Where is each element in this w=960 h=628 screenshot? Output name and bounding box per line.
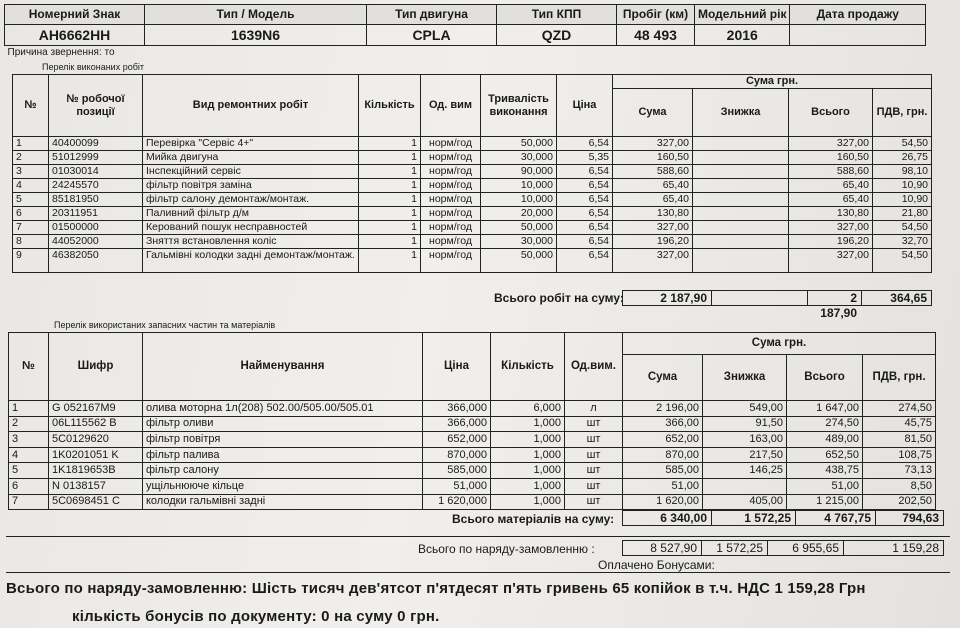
parts-cell: 1,000 — [491, 463, 565, 479]
works-cell: 160,50 — [613, 151, 693, 165]
works-cell: норм/год — [421, 193, 481, 207]
parts-total-all: 4 767,75 — [796, 510, 876, 526]
parts-cell: шт — [565, 432, 623, 448]
works-cell: 30,000 — [481, 151, 557, 165]
parts-cell: шт — [565, 494, 623, 510]
works-cell: норм/год — [421, 207, 481, 221]
works-col-qty: Кількість — [359, 75, 421, 137]
parts-caption: Перелік використаних запасних частин та матеріалів — [54, 320, 276, 330]
parts-cell: 1 — [9, 401, 49, 417]
parts-cell: фільтр повітря — [143, 432, 423, 448]
mileage-value: 48 493 — [617, 25, 695, 46]
parts-total-sum: 6 340,00 — [622, 510, 712, 526]
parts-cell: 8,50 — [863, 478, 936, 494]
works-cell: 50,000 — [481, 249, 557, 273]
works-col-no: № — [13, 75, 49, 137]
parts-cell: 51,00 — [623, 478, 703, 494]
works-cell: 160,50 — [789, 151, 873, 165]
parts-cell: 652,50 — [787, 447, 863, 463]
works-cell: 130,80 — [613, 207, 693, 221]
parts-col-unit: Од.вим. — [565, 333, 623, 401]
works-caption: Перелік виконаних робіт — [42, 62, 144, 72]
parts-cell: 366,000 — [423, 416, 491, 432]
works-cell: 65,40 — [613, 193, 693, 207]
parts-cell: 81,50 — [863, 432, 936, 448]
parts-cell: 1 620,00 — [623, 494, 703, 510]
works-cell: 26,75 — [873, 151, 932, 165]
works-col-sum-group: Сума грн. — [613, 75, 932, 89]
parts-col-sum-group: Сума грн. — [623, 333, 936, 355]
works-cell: 10,90 — [873, 179, 932, 193]
parts-cell: 585,000 — [423, 463, 491, 479]
works-cell: 50,000 — [481, 221, 557, 235]
works-cell: 90,000 — [481, 165, 557, 179]
works-cell: 588,60 — [613, 165, 693, 179]
works-cell: 196,20 — [613, 235, 693, 249]
works-row — [13, 179, 932, 193]
works-total-vat: 364,65 — [862, 290, 932, 306]
parts-cell: 5C0698451 C — [49, 494, 143, 510]
works-cell: 2 — [13, 151, 49, 165]
works-col-vat: ПДВ, грн. — [873, 89, 932, 137]
works-cell — [693, 249, 789, 273]
works-col-price: Ціна — [557, 75, 613, 137]
works-cell: 1 — [359, 207, 421, 221]
parts-cell: 1,000 — [491, 478, 565, 494]
works-cell: Керований пошук несправностей — [143, 221, 359, 235]
parts-cell: шт — [565, 478, 623, 494]
header-gearbox: Тип КПП — [497, 5, 617, 25]
plate-value: AH6662HH — [5, 25, 145, 46]
parts-cell: 163,00 — [703, 432, 787, 448]
works-cell: 46382050 — [49, 249, 143, 273]
parts-cell: 217,50 — [703, 447, 787, 463]
works-row — [13, 207, 932, 221]
parts-row — [9, 401, 936, 417]
works-cell: 6,54 — [557, 165, 613, 179]
parts-cell: 51,00 — [787, 478, 863, 494]
parts-cell: 1,000 — [491, 494, 565, 510]
works-col-sum: Сума — [613, 89, 693, 137]
parts-total-vat: 794,63 — [876, 510, 944, 526]
works-cell: 1 — [13, 137, 49, 151]
header-model-year: Модельний рік — [695, 5, 790, 25]
works-cell: Гальмівні колодки задні демонтаж/монтаж. — [143, 249, 359, 273]
works-table — [12, 74, 932, 273]
parts-row — [9, 416, 936, 432]
parts-cell: 2 196,00 — [623, 401, 703, 417]
works-cell: 32,70 — [873, 235, 932, 249]
header-mileage: Пробіг (км) — [617, 5, 695, 25]
parts-col-qty: Кількість — [491, 333, 565, 401]
parts-col-price: Ціна — [423, 333, 491, 401]
works-cell: 44052000 — [49, 235, 143, 249]
model-value: 1639N6 — [145, 25, 367, 46]
works-cell: 50,000 — [481, 137, 557, 151]
parts-total-label: Всього матеріалів на суму: — [452, 512, 615, 526]
works-cell: Інспекційний сервіс — [143, 165, 359, 179]
works-cell — [693, 151, 789, 165]
works-cell: 1 — [359, 221, 421, 235]
total-in-words: Всього по наряду-замовленню: Шість тисяч дев'ятсот п'ятдесят п'ять гривень 65 копійок в т.ч. НДС 1 159,28 Грн — [6, 580, 866, 597]
parts-cell: G 052167M9 — [49, 401, 143, 417]
parts-cell: 73,13 — [863, 463, 936, 479]
works-cell: 8 — [13, 235, 49, 249]
parts-cell: 6,000 — [491, 401, 565, 417]
works-total-sum: 2 187,90 — [622, 290, 712, 306]
works-cell: норм/год — [421, 221, 481, 235]
works-cell: 5,35 — [557, 151, 613, 165]
works-cell: 65,40 — [789, 193, 873, 207]
bonus-label: Оплачено Бонусами: — [598, 558, 715, 572]
vehicle-header-table — [4, 4, 926, 59]
works-cell: норм/год — [421, 151, 481, 165]
works-cell: норм/год — [421, 249, 481, 273]
works-cell: норм/год — [421, 235, 481, 249]
works-cell: 196,20 — [789, 235, 873, 249]
works-cell: 1 — [359, 193, 421, 207]
works-cell: 327,00 — [613, 137, 693, 151]
works-cell: 85181950 — [49, 193, 143, 207]
works-cell: 10,000 — [481, 193, 557, 207]
parts-row — [9, 494, 936, 510]
parts-cell: 1 620,000 — [423, 494, 491, 510]
works-col-duration: Тривалість виконання — [481, 75, 557, 137]
works-cell: 30,000 — [481, 235, 557, 249]
works-cell: 6,54 — [557, 207, 613, 221]
works-cell: 6,54 — [557, 193, 613, 207]
header-plate: Номерний Знак — [5, 5, 145, 25]
works-cell: 01500000 — [49, 221, 143, 235]
parts-cell: ущільнююче кільце — [143, 478, 423, 494]
parts-cell: 1K0201051 K — [49, 447, 143, 463]
parts-cell: 91,50 — [703, 416, 787, 432]
works-cell: 65,40 — [613, 179, 693, 193]
parts-cell: шт — [565, 463, 623, 479]
works-cell: 1 — [359, 137, 421, 151]
parts-cell: фільтр салону — [143, 463, 423, 479]
grand-total-discount: 1 572,25 — [702, 540, 768, 556]
parts-cell: 1 647,00 — [787, 401, 863, 417]
header-model: Тип / Модель — [145, 5, 367, 25]
parts-row — [9, 478, 936, 494]
works-col-total: Всього — [789, 89, 873, 137]
works-cell: 98,10 — [873, 165, 932, 179]
works-cell: 588,60 — [789, 165, 873, 179]
parts-row — [9, 432, 936, 448]
works-cell: 327,00 — [789, 221, 873, 235]
works-cell: 6,54 — [557, 137, 613, 151]
works-cell: 24245570 — [49, 179, 143, 193]
parts-col-total: Всього — [787, 355, 863, 401]
works-cell: 6,54 — [557, 249, 613, 273]
parts-cell: 1,000 — [491, 416, 565, 432]
parts-cell: 549,00 — [703, 401, 787, 417]
parts-cell: фільтр палива — [143, 447, 423, 463]
works-cell: 1 — [359, 249, 421, 273]
parts-cell: 3 — [9, 432, 49, 448]
works-cell: фільтр салону демонтаж/монтаж. — [143, 193, 359, 207]
parts-cell: олива моторна 1л(208) 502.00/505.00/505.01 — [143, 401, 423, 417]
works-cell: 10,90 — [873, 193, 932, 207]
parts-cell: 45,75 — [863, 416, 936, 432]
works-row — [13, 235, 932, 249]
works-cell: норм/год — [421, 137, 481, 151]
parts-cell: л — [565, 401, 623, 417]
parts-cell: 274,50 — [863, 401, 936, 417]
works-row — [13, 151, 932, 165]
works-cell: 1 — [359, 235, 421, 249]
parts-cell: 438,75 — [787, 463, 863, 479]
sale-date-value — [790, 25, 926, 46]
works-total-discount — [712, 290, 808, 306]
works-total-label: Всього робіт на суму: — [494, 291, 624, 305]
parts-col-name: Найменування — [143, 333, 423, 401]
parts-cell: 5 — [9, 463, 49, 479]
parts-row — [9, 447, 936, 463]
works-cell: 3 — [13, 165, 49, 179]
parts-cell: 585,00 — [623, 463, 703, 479]
works-col-unit: Од. вим — [421, 75, 481, 137]
works-cell: 327,00 — [789, 249, 873, 273]
parts-cell: 489,00 — [787, 432, 863, 448]
works-cell: 20,000 — [481, 207, 557, 221]
works-row — [13, 249, 932, 273]
works-total-all: 2 187,90 — [808, 290, 862, 306]
works-cell: 54,50 — [873, 249, 932, 273]
works-cell: 6,54 — [557, 221, 613, 235]
parts-cell: 2 — [9, 416, 49, 432]
works-col-discount: Знижка — [693, 89, 789, 137]
works-cell: 01030014 — [49, 165, 143, 179]
parts-cell: 1K1819653B — [49, 463, 143, 479]
works-cell: 51012999 — [49, 151, 143, 165]
works-row — [13, 137, 932, 151]
works-cell: 21,80 — [873, 207, 932, 221]
parts-cell: 51,000 — [423, 478, 491, 494]
parts-col-sum: Сума — [623, 355, 703, 401]
grand-total-label: Всього по наряду-замовленню : — [418, 542, 595, 556]
works-cell: 40400099 — [49, 137, 143, 151]
works-cell — [693, 193, 789, 207]
works-col-code: № робочої позиції — [49, 75, 143, 137]
works-cell: 1 — [359, 165, 421, 179]
works-cell: норм/год — [421, 179, 481, 193]
gearbox-value: QZD — [497, 25, 617, 46]
divider — [6, 536, 950, 537]
works-cell: Зняття встановлення коліс — [143, 235, 359, 249]
parts-cell: 652,00 — [623, 432, 703, 448]
parts-cell: 1,000 — [491, 447, 565, 463]
parts-cell: 366,00 — [623, 416, 703, 432]
divider-bottom — [6, 572, 950, 573]
parts-cell: 405,00 — [703, 494, 787, 510]
parts-cell: 6 — [9, 478, 49, 494]
works-cell: 54,50 — [873, 137, 932, 151]
works-cell: 6,54 — [557, 179, 613, 193]
works-cell: фільтр повітря заміна — [143, 179, 359, 193]
parts-col-code: Шифр — [49, 333, 143, 401]
parts-cell: 652,000 — [423, 432, 491, 448]
parts-cell: 108,75 — [863, 447, 936, 463]
works-cell: Паливний фільтр д/м — [143, 207, 359, 221]
works-cell: 1 — [359, 151, 421, 165]
parts-cell: колодки гальмівні задні — [143, 494, 423, 510]
works-cell: 7 — [13, 221, 49, 235]
parts-cell: 7 — [9, 494, 49, 510]
works-cell: 1 — [359, 179, 421, 193]
grand-total-sum: 8 527,90 — [622, 540, 702, 556]
works-row — [13, 221, 932, 235]
works-cell — [693, 207, 789, 221]
works-cell: 9 — [13, 249, 49, 273]
works-cell: 327,00 — [789, 137, 873, 151]
parts-cell: 146,25 — [703, 463, 787, 479]
works-row — [13, 193, 932, 207]
parts-cell: 4 — [9, 447, 49, 463]
works-cell: 4 — [13, 179, 49, 193]
works-row — [13, 165, 932, 179]
parts-cell: шт — [565, 447, 623, 463]
works-cell: 54,50 — [873, 221, 932, 235]
parts-col-vat: ПДВ, грн. — [863, 355, 936, 401]
parts-col-discount: Знижка — [703, 355, 787, 401]
parts-cell: 274,50 — [787, 416, 863, 432]
works-cell: 327,00 — [613, 221, 693, 235]
parts-cell: фільтр оливи — [143, 416, 423, 432]
parts-col-no: № — [9, 333, 49, 401]
parts-cell: 1,000 — [491, 432, 565, 448]
parts-cell: 1 215,00 — [787, 494, 863, 510]
parts-cell: 870,000 — [423, 447, 491, 463]
works-cell: 20311951 — [49, 207, 143, 221]
parts-cell: 5C0129620 — [49, 432, 143, 448]
works-cell: норм/год — [421, 165, 481, 179]
parts-cell: 870,00 — [623, 447, 703, 463]
parts-cell: N 0138157 — [49, 478, 143, 494]
works-cell — [693, 137, 789, 151]
bonus-summary: кількість бонусів по документу: 0 на суму 0 грн. — [72, 608, 440, 625]
works-cell: 130,80 — [789, 207, 873, 221]
works-cell — [693, 221, 789, 235]
grand-total-vat: 1 159,28 — [844, 540, 944, 556]
parts-table — [8, 332, 936, 510]
works-cell: Мийка двигуна — [143, 151, 359, 165]
parts-row — [9, 463, 936, 479]
works-cell: 65,40 — [789, 179, 873, 193]
parts-cell: шт — [565, 416, 623, 432]
works-cell — [693, 235, 789, 249]
works-cell: 6 — [13, 207, 49, 221]
parts-cell: 202,50 — [863, 494, 936, 510]
model-year-value: 2016 — [695, 25, 790, 46]
works-cell: 10,000 — [481, 179, 557, 193]
works-col-name: Вид ремонтних робіт — [143, 75, 359, 137]
grand-total-all: 6 955,65 — [768, 540, 844, 556]
parts-total-discount: 1 572,25 — [712, 510, 796, 526]
parts-cell: 366,000 — [423, 401, 491, 417]
engine-value: CPLA — [367, 25, 497, 46]
parts-cell: 06L115562 B — [49, 416, 143, 432]
works-cell — [693, 165, 789, 179]
parts-cell — [703, 478, 787, 494]
works-cell: 5 — [13, 193, 49, 207]
works-cell: 6,54 — [557, 235, 613, 249]
works-cell: Перевірка "Сервіс 4+" — [143, 137, 359, 151]
header-sale-date: Дата продажу — [790, 5, 926, 25]
header-engine: Тип двигуна — [367, 5, 497, 25]
works-cell: 327,00 — [613, 249, 693, 273]
reason-label: Причина звернення: то — [5, 46, 926, 60]
works-cell — [693, 179, 789, 193]
